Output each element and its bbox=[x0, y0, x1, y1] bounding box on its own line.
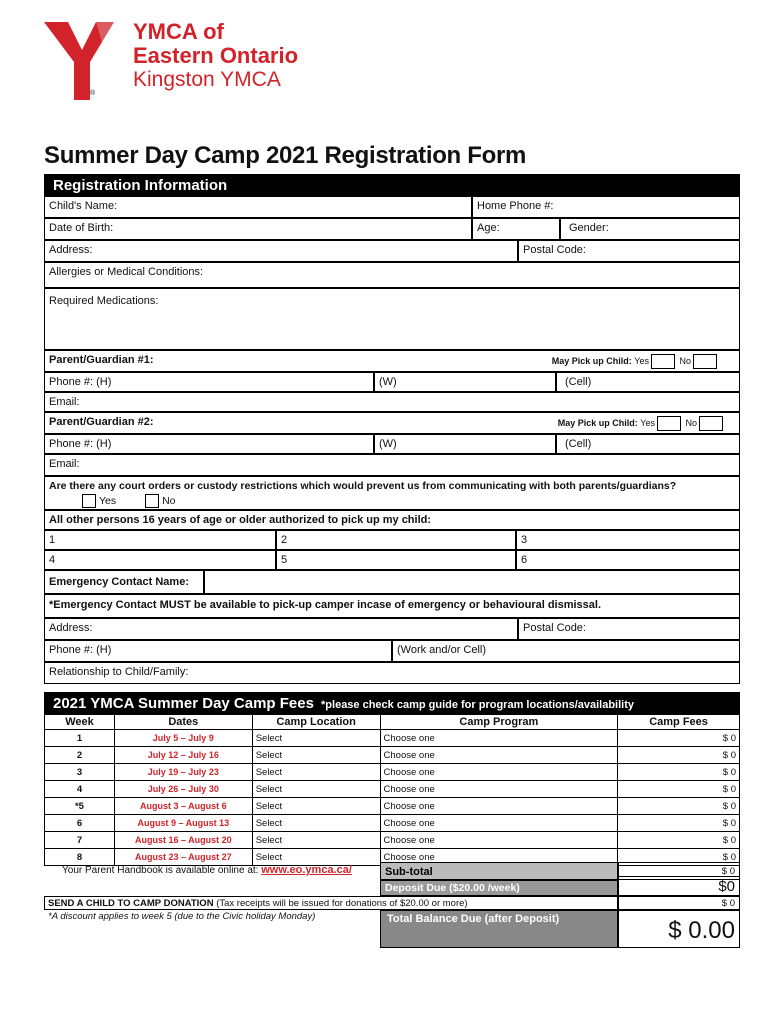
person-6-field[interactable]: 6 bbox=[516, 550, 740, 570]
program-select[interactable]: Choose one bbox=[380, 730, 618, 747]
fees-table bbox=[44, 714, 740, 866]
fee-cell: $ 0 bbox=[618, 832, 740, 849]
court-question-row bbox=[44, 476, 740, 510]
dates-cell: July 5 – July 9 bbox=[114, 730, 252, 747]
parent2-may-pick-label: May Pick up Child: bbox=[557, 417, 638, 428]
handbook-text: Your Parent Handbook is available online at: bbox=[62, 865, 259, 876]
week-cell: 7 bbox=[45, 832, 115, 849]
emergency-phone-h-field[interactable]: Phone #: (H) bbox=[44, 640, 392, 662]
program-select[interactable]: Choose one bbox=[380, 764, 618, 781]
emergency-postal-field[interactable]: Postal Code: bbox=[518, 618, 740, 640]
program-select[interactable]: Choose one bbox=[380, 815, 618, 832]
week-cell: 3 bbox=[45, 764, 115, 781]
logo-line2: Eastern Ontario bbox=[133, 43, 299, 68]
logo-text bbox=[133, 20, 298, 92]
location-select[interactable]: Select bbox=[252, 764, 380, 781]
logo-line1: YMCA of bbox=[133, 19, 224, 44]
table-row bbox=[45, 747, 740, 764]
person-4-field[interactable]: 4 bbox=[44, 550, 276, 570]
dates-cell: July 26 – July 30 bbox=[114, 781, 252, 798]
discount-note: *A discount applies to week 5 (due to the Civic holiday Monday) bbox=[48, 911, 316, 922]
dates-cell: July 12 – July 16 bbox=[114, 747, 252, 764]
parent1-no-checkbox[interactable] bbox=[693, 354, 717, 369]
parent2-no-checkbox[interactable] bbox=[699, 416, 723, 431]
childs-name-field[interactable]: Child's Name: bbox=[44, 196, 472, 218]
home-phone-field[interactable]: Home Phone #: bbox=[472, 196, 740, 218]
logo-mark: ® bbox=[90, 90, 96, 97]
col-location: Camp Location bbox=[252, 715, 380, 730]
location-select[interactable]: Select bbox=[252, 815, 380, 832]
table-row bbox=[45, 781, 740, 798]
person-3-field[interactable]: 3 bbox=[516, 530, 740, 550]
col-fees: Camp Fees bbox=[618, 715, 740, 730]
total-value: $ 0.00 bbox=[618, 910, 740, 948]
program-select[interactable]: Choose one bbox=[380, 832, 618, 849]
fee-cell: $ 0 bbox=[618, 764, 740, 781]
address-field[interactable]: Address: bbox=[44, 240, 518, 262]
table-row bbox=[45, 798, 740, 815]
dates-cell: August 16 – August 20 bbox=[114, 832, 252, 849]
col-program: Camp Program bbox=[380, 715, 618, 730]
location-select[interactable]: Select bbox=[252, 798, 380, 815]
parent1-phone-cell[interactable]: (Cell) bbox=[556, 372, 740, 392]
program-select[interactable]: Choose one bbox=[380, 747, 618, 764]
week-cell: 6 bbox=[45, 815, 115, 832]
parent1-no-label: No bbox=[679, 355, 691, 366]
other-persons-label: All other persons 16 years of age or older authorized to pick up my child: bbox=[44, 510, 740, 530]
emergency-address-field[interactable]: Address: bbox=[44, 618, 518, 640]
parent2-email[interactable]: Email: bbox=[44, 454, 740, 476]
dates-cell: August 23 – August 27 bbox=[114, 849, 252, 866]
total-label: Total Balance Due (after Deposit) bbox=[380, 910, 618, 948]
age-field[interactable]: Age: bbox=[472, 218, 560, 240]
emergency-note: *Emergency Contact MUST be available to pick-up camper incase of emergency or behavioural dismissal. bbox=[44, 594, 740, 618]
table-row bbox=[45, 832, 740, 849]
fee-cell: $ 0 bbox=[618, 730, 740, 747]
donation-value[interactable]: $ 0 bbox=[618, 896, 740, 910]
court-yes-label: Yes bbox=[99, 494, 117, 507]
fee-cell: $ 0 bbox=[618, 798, 740, 815]
parent1-row bbox=[44, 350, 740, 372]
location-select[interactable]: Select bbox=[252, 832, 380, 849]
table-row bbox=[45, 730, 740, 747]
donation-bold: SEND A CHILD TO CAMP DONATION bbox=[48, 898, 214, 909]
allergies-field[interactable]: Allergies or Medical Conditions: bbox=[44, 262, 740, 288]
dates-cell: August 9 – August 13 bbox=[114, 815, 252, 832]
parent2-phone-w[interactable]: (W) bbox=[374, 434, 556, 454]
parent1-phone-h[interactable]: Phone #: (H) bbox=[44, 372, 374, 392]
fee-cell: $ 0 bbox=[618, 781, 740, 798]
parent2-label: Parent/Guardian #2: bbox=[49, 416, 154, 428]
parent2-phone-h[interactable]: Phone #: (H) bbox=[44, 434, 374, 454]
court-no-label: No bbox=[162, 494, 176, 507]
person-5-field[interactable]: 5 bbox=[276, 550, 516, 570]
dates-cell: July 19 – July 23 bbox=[114, 764, 252, 781]
person-1-field[interactable]: 1 bbox=[44, 530, 276, 550]
table-row bbox=[45, 815, 740, 832]
fees-note: *please check camp guide for program locations/availability bbox=[321, 699, 635, 711]
dates-cell: August 3 – August 6 bbox=[114, 798, 252, 815]
donation-rest: (Tax receipts will be issued for donations of $20.00 or more) bbox=[216, 898, 468, 909]
page-title: Summer Day Camp 2021 Registration Form bbox=[44, 142, 527, 169]
week-cell: 1 bbox=[45, 730, 115, 747]
court-yes-checkbox[interactable] bbox=[82, 494, 96, 508]
registration-header: Registration Information bbox=[44, 174, 740, 196]
parent2-row bbox=[44, 412, 740, 434]
fee-cell: $ 0 bbox=[618, 747, 740, 764]
location-select[interactable]: Select bbox=[252, 730, 380, 747]
parent1-may-pick-label: May Pick up Child: bbox=[551, 355, 632, 366]
fee-cell: $ 0 bbox=[618, 849, 740, 866]
handbook-link[interactable]: www.eo.ymca.ca/ bbox=[261, 864, 352, 876]
program-select[interactable]: Choose one bbox=[380, 781, 618, 798]
court-no-checkbox[interactable] bbox=[145, 494, 159, 508]
court-question: Are there any court orders or custody restrictions which would prevent us from communicating with both parents/guardians? bbox=[49, 480, 677, 492]
fees-header bbox=[44, 692, 740, 714]
parent1-yes-checkbox[interactable] bbox=[651, 354, 675, 369]
location-select[interactable]: Select bbox=[252, 747, 380, 764]
parent2-yes-label: Yes bbox=[640, 417, 655, 428]
fees-title: 2021 YMCA Summer Day Camp Fees bbox=[53, 695, 314, 712]
program-select[interactable]: Choose one bbox=[380, 798, 618, 815]
parent1-yes-label: Yes bbox=[634, 355, 649, 366]
person-2-field[interactable]: 2 bbox=[276, 530, 516, 550]
parent1-email[interactable]: Email: bbox=[44, 392, 740, 412]
parent2-no-label: No bbox=[685, 417, 697, 428]
relationship-field[interactable]: Relationship to Child/Family: bbox=[44, 662, 740, 684]
gender-field[interactable]: Gender: bbox=[560, 218, 740, 240]
ymca-logo-icon bbox=[44, 22, 114, 100]
week-cell: 4 bbox=[45, 781, 115, 798]
col-dates: Dates bbox=[114, 715, 252, 730]
col-week: Week bbox=[45, 715, 115, 730]
fee-cell: $ 0 bbox=[618, 815, 740, 832]
emergency-name-label: Emergency Contact Name: bbox=[44, 570, 204, 594]
deposit-label: Deposit Due ($20.00 /week) bbox=[380, 880, 618, 896]
location-select[interactable]: Select bbox=[252, 781, 380, 798]
week-cell: 2 bbox=[45, 747, 115, 764]
donation-cell bbox=[44, 896, 618, 910]
medications-field[interactable]: Required Medications: bbox=[44, 288, 740, 350]
subtotal-label: Sub-total bbox=[380, 862, 618, 880]
subtotal-value: $ 0 bbox=[618, 862, 740, 880]
emergency-name-field[interactable] bbox=[204, 570, 740, 594]
handbook-cell bbox=[44, 862, 380, 880]
week-cell: *5 bbox=[45, 798, 115, 815]
deposit-value: $0 bbox=[618, 876, 740, 896]
program-select[interactable]: Choose one bbox=[380, 849, 618, 866]
location-select[interactable]: Select bbox=[252, 849, 380, 866]
postal-field[interactable]: Postal Code: bbox=[518, 240, 740, 262]
parent1-label: Parent/Guardian #1: bbox=[49, 354, 154, 366]
parent1-phone-w[interactable]: (W) bbox=[374, 372, 556, 392]
table-row bbox=[45, 764, 740, 781]
parent2-yes-checkbox[interactable] bbox=[657, 416, 681, 431]
dob-field[interactable]: Date of Birth: bbox=[44, 218, 472, 240]
emergency-work-field[interactable]: (Work and/or Cell) bbox=[392, 640, 740, 662]
parent2-phone-cell[interactable]: (Cell) bbox=[556, 434, 740, 454]
logo-line3: Kingston YMCA bbox=[133, 68, 281, 91]
week-cell: 8 bbox=[45, 849, 115, 866]
